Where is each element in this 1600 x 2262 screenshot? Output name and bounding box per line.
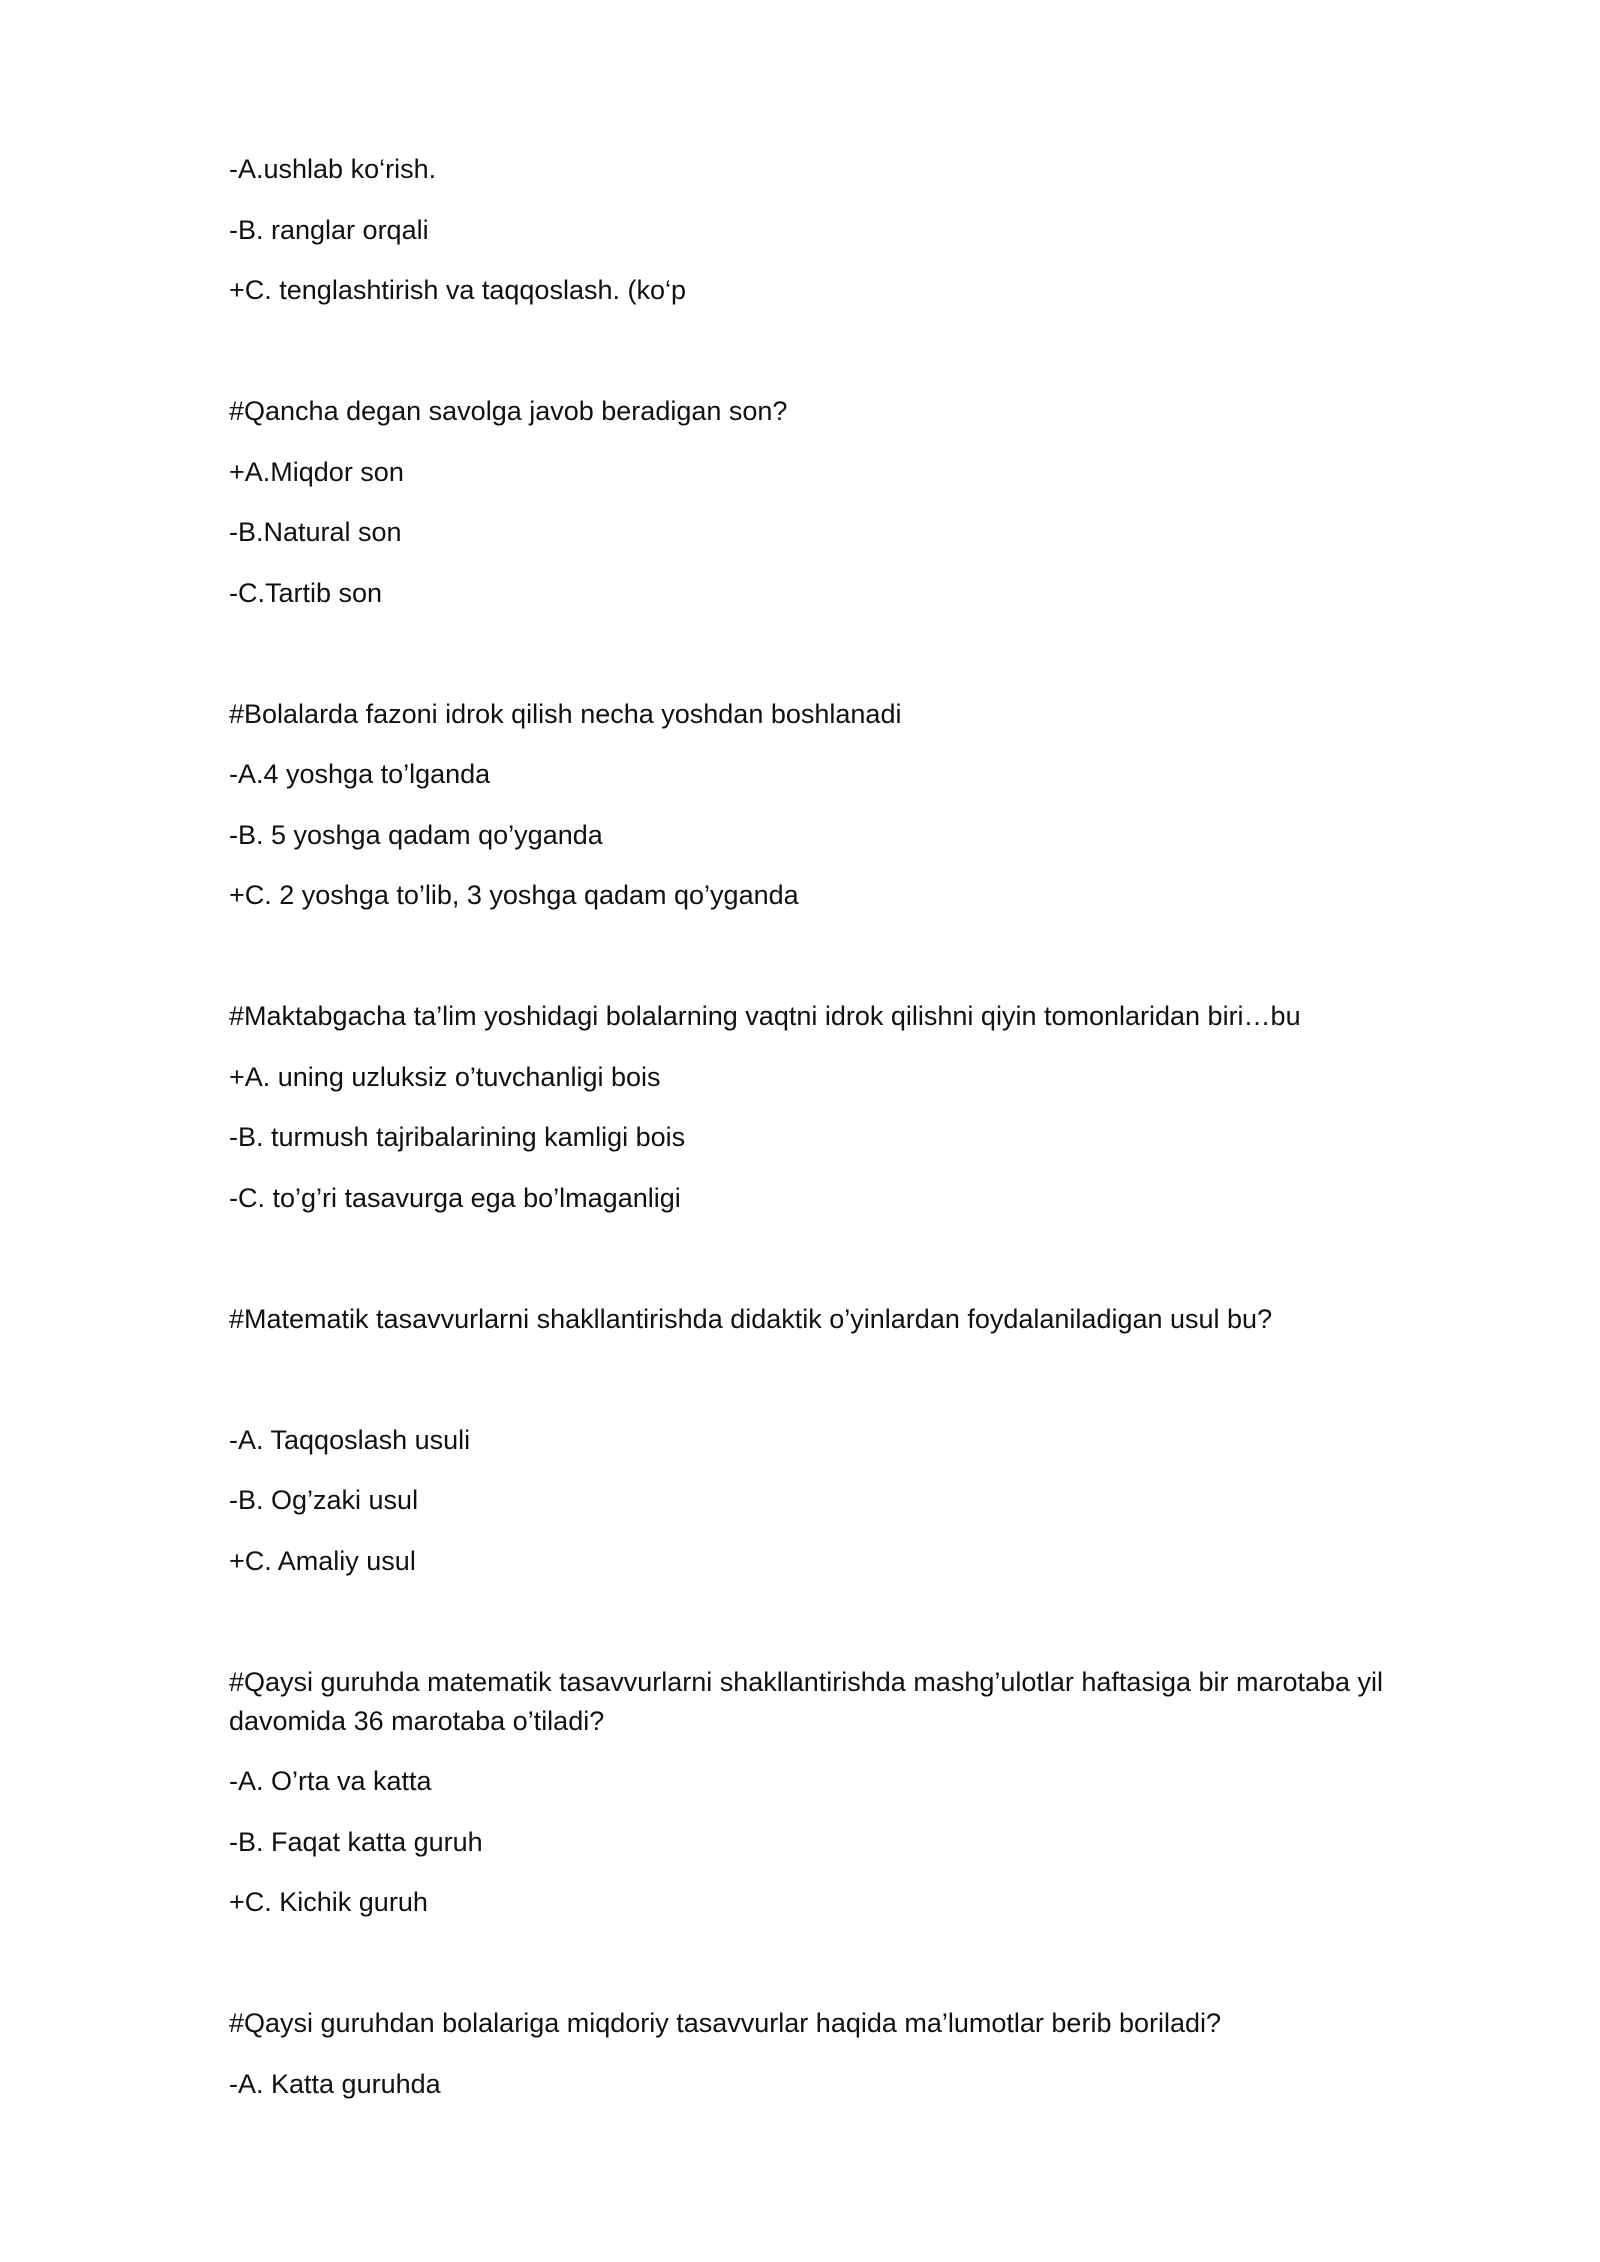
answer-option: -C.Tartib son — [229, 577, 383, 608]
answer-option: -B.Natural son — [229, 517, 402, 547]
document-content — [229, 150, 1409, 2125]
question-block — [229, 695, 1409, 916]
spacer — [229, 332, 1409, 393]
answer-option: -B. Og’zaki usul — [229, 1485, 419, 1515]
question-text: #Bolalarda fazoni idrok qilish necha yoshdan boshlanadi — [229, 698, 902, 729]
question-block — [229, 392, 1409, 613]
answer-option: -B. Faqat katta guruh — [229, 1826, 483, 1857]
question-block — [229, 1300, 1409, 1581]
answer-option: +A.Miqdor son — [229, 456, 404, 487]
spacer — [229, 1239, 1409, 1300]
answer-option: -A. O’rta va katta — [229, 1766, 432, 1796]
question-block — [229, 2004, 1409, 2104]
answer-option: -A. Taqqoslash usuli — [229, 1424, 471, 1455]
question-text: #Qaysi guruhdan bolalariga miqdoriy tasavvurlar haqida ma’lumotlar berib boriladi? — [229, 2008, 1222, 2038]
answer-option: -A. Katta guruhda — [229, 2068, 441, 2099]
question-block — [229, 150, 1409, 310]
question-text: #Maktabgacha ta’lim yoshidagi bolalarning vaqtni idrok qilishni qiyin tomonlaridan biri…bu — [229, 1001, 1301, 1031]
answer-option: -B. ranglar orqali — [229, 214, 429, 245]
question-block — [229, 1663, 1409, 1923]
spacer — [229, 1944, 1409, 2005]
spacer — [229, 1360, 1409, 1421]
question-text: #Qaysi guruhda matematik tasavvurlarni shakllantirishda mashg’ulotlar haftasiga bir marotaba yil davomida 36 marotaba o’tiladi? — [229, 1666, 1391, 1736]
answer-option: +A. uning uzluksiz o’tuvchanligi bois — [229, 1061, 661, 1092]
spacer — [229, 1602, 1409, 1663]
answer-option: -A.ushlab ko‘rish. — [229, 154, 437, 184]
answer-option: +C. tenglashtirish va taqqoslash. (ko‘p — [229, 275, 686, 305]
spacer — [229, 937, 1409, 998]
answer-option: -B. 5 yoshga qadam qo’yganda — [229, 819, 603, 850]
answer-option: +C. Kichik guruh — [229, 1887, 428, 1917]
spacer — [229, 634, 1409, 695]
question-text: #Qancha degan savolga javob beradigan son? — [229, 396, 788, 426]
answer-option: -C. to’g’ri tasavurga ega bo’lmaganligi — [229, 1182, 681, 1213]
question-text: #Matematik tasavvurlarni shakllantirishda didaktik o’yinlardan foydalaniladigan usul bu? — [229, 1303, 1273, 1334]
question-block — [229, 997, 1409, 1218]
answer-option: +C. 2 yoshga to’lib, 3 yoshga qadam qo’yganda — [229, 880, 799, 910]
answer-option: -A.4 yoshga to’lganda — [229, 759, 491, 789]
answer-option: +C. Amaliy usul — [229, 1545, 416, 1576]
answer-option: -B. turmush tajribalarining kamligi bois — [229, 1122, 686, 1152]
